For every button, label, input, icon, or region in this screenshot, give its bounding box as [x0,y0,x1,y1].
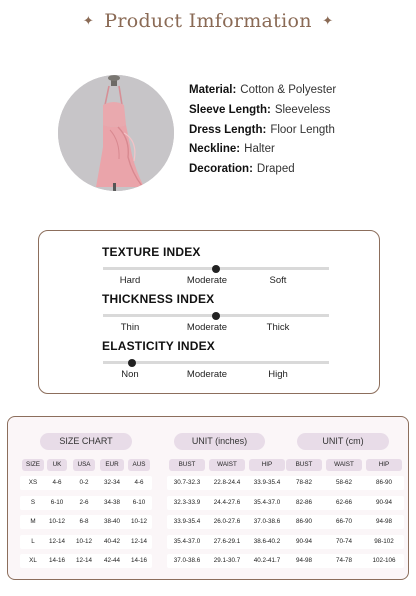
texture-index [102,245,332,286]
size-chart-cell: 4-6 [52,479,62,486]
size-chart-cell: 86-90 [375,479,393,486]
size-chart-group-title: UNIT (inches) [174,433,265,450]
texture-index-title: TEXTURE INDEX [102,245,201,259]
size-chart-column-header: HIP [249,459,285,471]
size-chart-cell: 33.9-35.4 [173,518,201,526]
size-chart-cell: M [30,518,36,526]
elasticity-label-high: High [268,369,288,380]
size-chart-cell: XS [28,479,38,486]
size-chart-cell: 94-98 [295,557,313,565]
size-chart-column-header: WAIST [326,459,362,471]
size-chart-column-header: WAIST [209,459,245,471]
thickness-label-high: Thick [266,322,290,333]
size-chart-cell: 70-74 [335,537,353,545]
size-chart-column-header: BUST [169,459,205,471]
size-chart-cell: 29.1-30.7 [213,557,241,565]
size-chart-cell: 0-2 [79,479,89,486]
size-chart-cell: 14-16 [130,557,148,565]
dress-on-mannequin-image [58,75,174,191]
size-chart-cell: 40-42 [103,537,121,545]
size-chart-cell: S [30,498,36,506]
size-chart-cell: 12-14 [48,537,66,545]
thickness-index [102,292,332,333]
size-chart-cell: 74-78 [335,557,353,565]
texture-label-low: Hard [119,275,141,286]
size-chart-cell: 90-94 [295,537,313,545]
page-title: Product Imformation [104,10,312,32]
elasticity-index-marker [128,359,136,367]
size-chart-cell: 102-106 [372,557,396,565]
size-chart-card [7,416,409,580]
size-chart-cell: 98-102 [374,537,394,545]
size-chart-cell: 12-14 [130,537,148,545]
size-chart-cell: 66-70 [335,518,353,526]
page-header [0,10,416,34]
size-chart-cell: 22.8-24.4 [213,479,241,486]
size-chart-cell: 37.0-38.6 [173,557,201,565]
size-chart-cell: 32.3-33.9 [173,498,201,506]
size-chart-cell: 27.6-29.1 [213,537,241,545]
spec-list [189,81,336,180]
texture-label-mid: Moderate [186,275,228,286]
size-chart-cell: 10-12 [48,518,66,526]
size-chart-cell: 42-44 [103,557,121,565]
size-chart-cell: 38-40 [103,518,121,526]
size-chart-cell: 82-86 [295,498,313,506]
thickness-index-title: THICKNESS INDEX [102,292,215,306]
size-chart-cell: 10-12 [75,537,93,545]
size-chart-cell: 6-8 [79,518,89,526]
size-chart-cell: 38.6-40.2 [253,537,281,545]
size-chart-column-header: BUST [286,459,322,471]
size-chart-cell: XL [29,557,37,565]
size-chart-cell: 94-98 [375,518,393,526]
size-chart-column-header: HIP [366,459,402,471]
thickness-index-marker [212,312,220,320]
size-chart-cell: 24.4-27.6 [213,498,241,506]
spec-row-neckline: Neckline: Halter [189,143,275,156]
size-chart-cell: 6-10 [132,498,146,506]
elasticity-index [102,339,332,380]
sparkle-icon-left: ✦ [82,13,94,28]
size-chart-cell: 14-16 [48,557,66,565]
thickness-label-mid: Moderate [186,322,228,333]
size-chart-cell: 26.0-27.6 [213,518,241,526]
size-chart-column-header: USA [73,459,95,471]
product-photo [58,75,174,191]
spec-row-dress-length: Dress Length: Floor Length [189,123,335,136]
size-chart-cell: 4-6 [134,479,144,486]
size-chart-cell: 58-62 [335,479,353,486]
size-chart-cell: 12-14 [75,557,93,565]
spec-row-material: Material: Cotton & Polyester [189,84,337,96]
spec-row-sleeve-length: Sleeve Length: Sleeveless [189,103,331,116]
size-chart-column-header: UK [47,459,67,471]
texture-index-marker [212,265,220,273]
size-chart-column-header: EUR [100,459,124,471]
size-chart-group-title: SIZE CHART [40,433,132,450]
size-chart-cell: 86-90 [295,518,313,526]
elasticity-label-mid: Moderate [186,369,228,380]
size-chart-column-header: AUS [128,459,150,471]
size-chart-cell: 6-10 [50,498,64,506]
elasticity-index-title: ELASTICITY INDEX [102,339,215,353]
elasticity-label-low: Non [121,369,139,380]
size-chart-cell: 90-94 [375,498,393,506]
size-chart-cell: 35.4-37.0 [253,498,281,506]
size-chart-group-title: UNIT (cm) [297,433,389,450]
elasticity-index-track [103,361,329,364]
size-chart-cell: L [31,537,35,545]
size-chart-cell: 40.2-41.7 [253,557,281,565]
size-chart-cell: 62-66 [335,498,353,506]
texture-label-high: Soft [269,275,287,286]
size-chart-cell: 34-38 [103,498,121,506]
size-chart-cell: 33.9-35.4 [253,479,281,486]
spec-row-decoration: Decoration: Draped [189,163,295,176]
size-chart-column-header: SIZE [22,459,44,471]
size-chart-cell: 35.4-37.0 [173,537,201,545]
size-chart-cell: 30.7-32.3 [173,479,201,486]
size-chart-cell: 78-82 [295,479,313,486]
size-chart-cell: 37.0-38.6 [253,518,281,526]
size-chart-cell: 2-6 [79,498,89,506]
thickness-label-low: Thin [120,322,140,333]
fabric-index-card [38,230,380,394]
size-chart-cell: 10-12 [130,518,148,526]
sparkle-icon-right: ✦ [322,13,334,28]
size-chart-cell: 32-34 [103,479,121,486]
